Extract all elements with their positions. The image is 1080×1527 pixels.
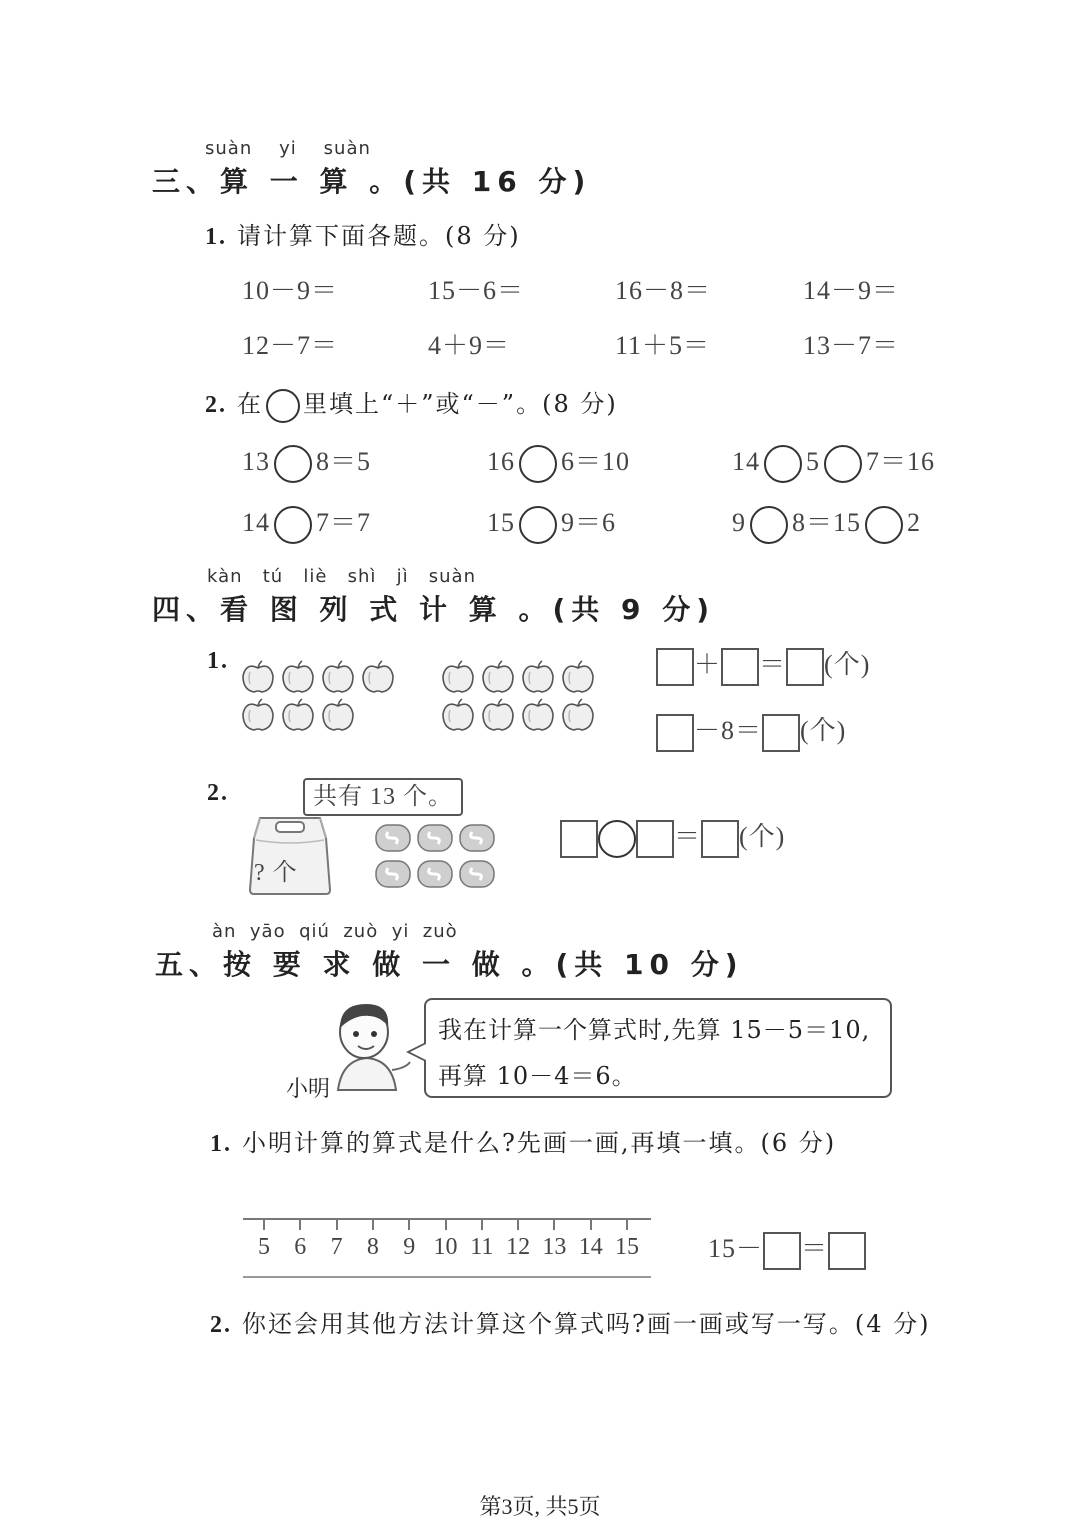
equation: 10－9＝	[242, 276, 339, 305]
question-number: 1.	[210, 1131, 232, 1157]
bread-roll-icon	[374, 858, 412, 894]
answer-box[interactable]	[636, 820, 674, 858]
equals-sign: ＝	[674, 822, 702, 851]
unit-label: (个)	[824, 650, 871, 679]
pinyin-syllable: tú	[262, 566, 284, 587]
question-text: 在	[237, 390, 263, 418]
apple-icon	[480, 698, 514, 730]
answer-box[interactable]	[828, 1232, 866, 1270]
operand: 9	[732, 508, 746, 537]
operand: 7＝16	[866, 447, 936, 476]
fill-operator-item	[732, 441, 935, 483]
section5-pinyin	[212, 921, 458, 942]
number-line-tick	[445, 1218, 447, 1230]
apple-icon	[280, 660, 314, 692]
equals-sign: ＝	[801, 1234, 829, 1263]
bread-roll-icon	[458, 822, 496, 858]
question-number: 2.	[207, 780, 229, 806]
number-line-tick	[553, 1218, 555, 1230]
number-line-equation	[708, 1228, 866, 1270]
number-line-tick	[372, 1218, 374, 1230]
answer-box[interactable]	[721, 648, 759, 686]
number-line-tick	[626, 1218, 628, 1230]
number-line-label: 8	[366, 1234, 379, 1260]
pinyin-syllable: yi	[391, 921, 410, 942]
pinyin-syllable: jì	[396, 566, 409, 587]
apple-icon	[560, 698, 594, 730]
section5-title: 五、按 要 求 做 一 做 。(共 10 分)	[155, 948, 744, 981]
bread-roll-group	[374, 822, 502, 892]
unit-label: (个)	[739, 822, 786, 851]
pinyin-syllable: zuò	[343, 921, 379, 942]
equation: 14－9＝	[803, 276, 900, 305]
fill-operator-item	[487, 441, 630, 483]
answer-box[interactable]	[656, 714, 694, 752]
speech-text-line1: 我在计算一个算式时,先算 15－5＝10,	[438, 1016, 871, 1044]
question-text: 请计算下面各题。(8 分)	[237, 222, 521, 250]
operand: 15－	[708, 1234, 764, 1263]
number-line-tick	[408, 1218, 410, 1230]
equation: 16－8＝	[615, 276, 712, 305]
operand: 8＝5	[316, 447, 372, 476]
equation: 4＋9＝	[428, 331, 511, 360]
pinyin-syllable: suàn	[428, 566, 476, 587]
number-line-tick	[336, 1218, 338, 1230]
section5-q2-title	[210, 1304, 931, 1339]
number-line-label: 13	[542, 1234, 567, 1260]
fill-operator-item	[732, 502, 921, 544]
bread-roll-icon	[416, 822, 454, 858]
bread-roll-icon	[458, 858, 496, 894]
pinyin-syllable: àn	[212, 921, 237, 942]
equation-blanks	[560, 816, 785, 858]
operator-circle-blank[interactable]	[865, 506, 903, 544]
number-line-label: 5	[258, 1234, 270, 1260]
operand: －8＝	[694, 716, 763, 745]
bread-roll-icon	[416, 858, 454, 894]
number-line-tick	[481, 1218, 483, 1230]
apple-icon	[360, 660, 394, 692]
operand: 13	[242, 447, 270, 476]
pinyin-syllable: suàn	[323, 138, 371, 159]
operator-circle-blank[interactable]	[598, 820, 636, 858]
pinyin-syllable: shì	[347, 566, 377, 587]
section3-q1-title	[205, 216, 521, 251]
speech-text-line2: 再算 10－4＝6。	[438, 1062, 637, 1090]
page-footer: 第3页, 共5页	[479, 1494, 601, 1519]
operand: 2	[907, 508, 922, 537]
operand: 7＝7	[316, 508, 372, 537]
section5-q1-title	[210, 1123, 836, 1158]
number-line-tick	[590, 1218, 592, 1230]
operand: 9＝6	[561, 508, 617, 537]
fill-operator-item	[242, 502, 371, 544]
section3-pinyin	[205, 138, 371, 159]
question-number: 2.	[210, 1312, 232, 1338]
equation: 13－7＝	[803, 331, 900, 360]
number-line-tick	[517, 1218, 519, 1230]
answer-box[interactable]	[763, 1232, 801, 1270]
section3-q2-title	[205, 384, 618, 423]
question-text: 你还会用其他方法计算这个算式吗?画一画或写一写。(4 分)	[242, 1310, 931, 1338]
answer-box[interactable]	[786, 648, 824, 686]
speech-bubble-tail-fill	[410, 1044, 426, 1060]
number-line-tick	[299, 1218, 301, 1230]
question-text: 小明计算的算式是什么?先画一画,再填一填。(6 分)	[242, 1129, 837, 1157]
apple-icon	[440, 698, 474, 730]
speech-bubble	[424, 998, 892, 1098]
operator-circle-blank[interactable]	[764, 445, 802, 483]
operand: 14	[732, 447, 760, 476]
pinyin-syllable: liè	[303, 566, 328, 587]
fill-operator-item	[487, 502, 616, 544]
apple-group-left	[240, 660, 410, 740]
question-number: 1.	[207, 648, 229, 674]
apple-icon	[440, 660, 474, 692]
bag-label: ? 个	[254, 860, 298, 886]
apple-group-right	[440, 660, 610, 740]
operator-circle-blank[interactable]	[274, 445, 312, 483]
pinyin-syllable: yi	[279, 138, 297, 159]
speech-box: 共有 13 个。	[303, 778, 463, 816]
section3-title: 三、算 一 算 。(共 16 分)	[152, 165, 592, 198]
operand: 16	[487, 447, 515, 476]
addition-equation	[656, 644, 870, 686]
number-line	[243, 1206, 651, 1280]
pinyin-syllable: kàn	[207, 566, 243, 587]
question-number: 2.	[205, 392, 227, 418]
question-text: 里填上“＋”或“－”。(8 分)	[303, 390, 618, 418]
apple-icon	[240, 698, 274, 730]
number-line-bottom-rule	[243, 1276, 651, 1278]
number-line-label: 10	[433, 1234, 458, 1260]
boy-character-icon	[322, 998, 412, 1094]
apple-icon	[520, 660, 554, 692]
apple-icon	[560, 660, 594, 692]
number-line-label: 7	[330, 1234, 343, 1260]
number-line-label: 9	[403, 1234, 416, 1260]
pinyin-syllable: qiú	[299, 921, 330, 942]
number-line-label: 15	[615, 1234, 639, 1260]
apple-icon	[320, 660, 354, 692]
fill-operator-item	[242, 441, 371, 483]
apple-icon	[480, 660, 514, 692]
number-line-label: 12	[506, 1234, 531, 1260]
answer-box[interactable]	[656, 648, 694, 686]
section4-pinyin	[207, 566, 476, 587]
operator-circle-blank[interactable]	[274, 506, 312, 544]
number-line-label: 11	[470, 1234, 494, 1260]
pinyin-syllable: yāo	[249, 921, 286, 942]
pinyin-syllable: zuò	[422, 921, 458, 942]
pinyin-syllable: suàn	[205, 138, 253, 159]
bread-roll-icon	[374, 822, 412, 858]
number-line-label: 6	[294, 1234, 307, 1260]
equation: 15－6＝	[428, 276, 525, 305]
subtraction-equation	[656, 710, 846, 752]
equation: 12－7＝	[242, 331, 339, 360]
equation: 11＋5＝	[615, 331, 711, 360]
question-number: 1.	[205, 224, 227, 250]
operand: 6＝10	[561, 447, 631, 476]
unit-label: (个)	[800, 716, 847, 745]
apple-icon	[320, 698, 354, 730]
character-name: 小明	[286, 1077, 331, 1102]
number-line-tick	[263, 1218, 265, 1230]
circle-blank-icon	[266, 389, 300, 423]
answer-box[interactable]	[701, 820, 739, 858]
operator-circle-blank[interactable]	[519, 445, 557, 483]
apple-icon	[280, 698, 314, 730]
plus-sign: ＋	[694, 650, 722, 679]
answer-box[interactable]	[560, 820, 598, 858]
operand: 15	[487, 508, 515, 537]
number-line-label: 14	[578, 1234, 603, 1260]
operator-circle-blank[interactable]	[750, 506, 788, 544]
answer-box[interactable]	[762, 714, 800, 752]
apple-icon	[240, 660, 274, 692]
operator-circle-blank[interactable]	[519, 506, 557, 544]
operator-circle-blank[interactable]	[824, 445, 862, 483]
section4-title: 四、看 图 列 式 计 算 。(共 9 分)	[152, 593, 716, 626]
apple-icon	[520, 698, 554, 730]
operand: 5	[806, 447, 820, 476]
operand: 8＝15	[792, 508, 862, 537]
operand: 14	[242, 508, 270, 537]
equals-sign: ＝	[759, 650, 787, 679]
